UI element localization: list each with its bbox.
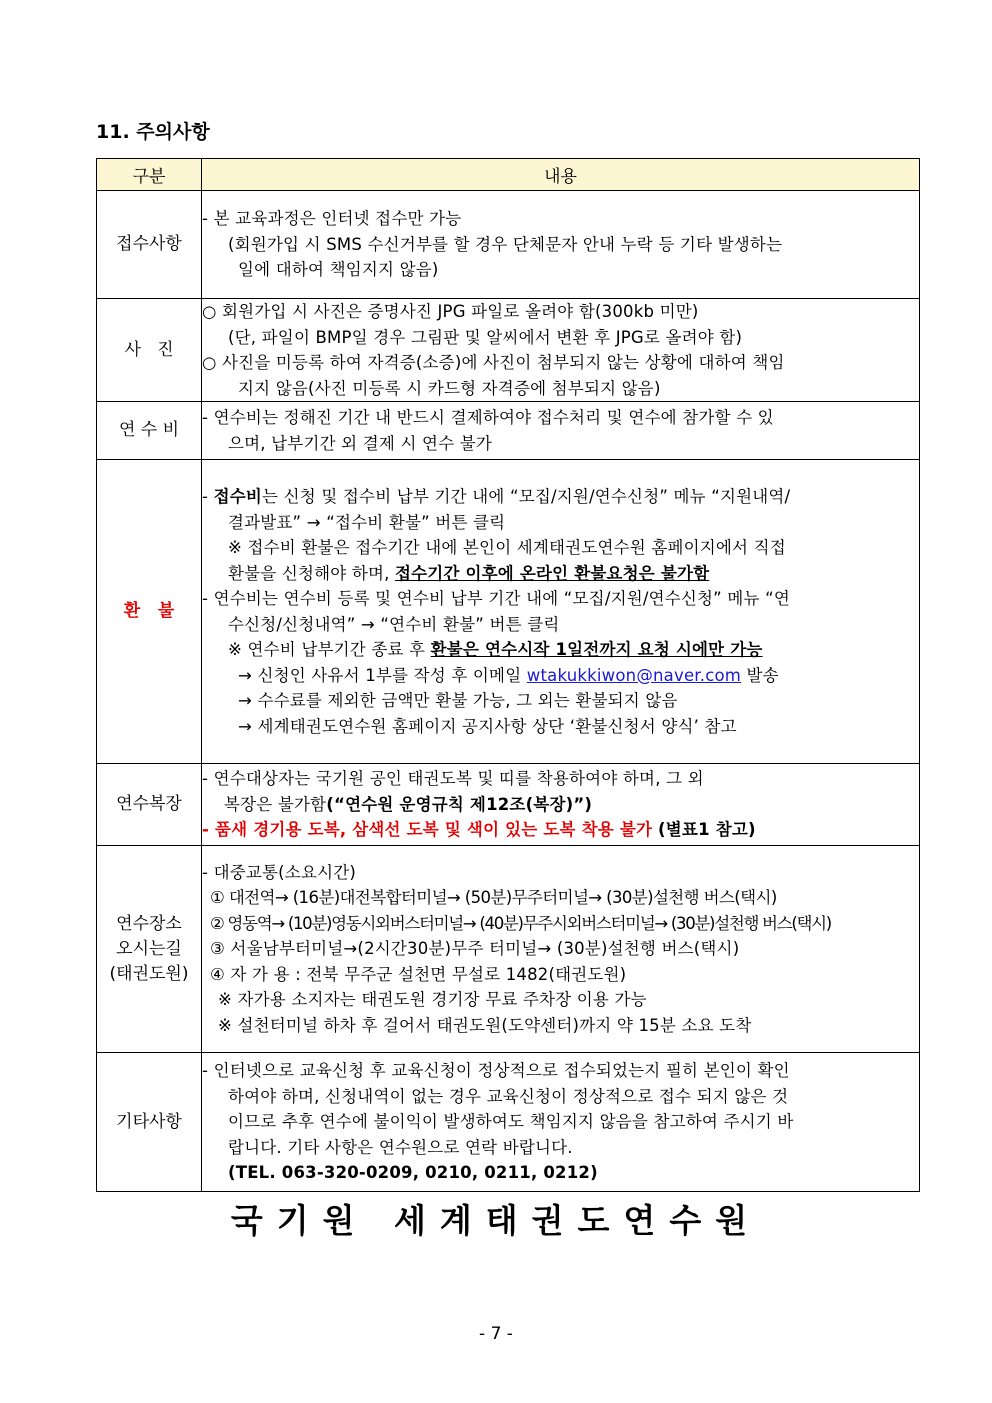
text-line: ② 영동역→ (10분)영동시외버스터미널→ (40분)무주시외버스터미널→ (30분)설천행 버스(택시) (210, 913, 831, 933)
text-line: (회원가입 시 SMS 수신거부를 할 경우 단체문자 안내 누락 등 기타 발생하는 (228, 234, 783, 254)
text-line (202, 663, 919, 689)
text-line (202, 817, 919, 843)
header-category: 구분 (97, 159, 202, 191)
warning-text: - 품새 경기용 도복, 삼색선 도복 및 색이 있는 도복 착용 불가 (202, 820, 653, 840)
label-line: 연수장소 (116, 913, 182, 934)
label-line: (태권도원) (109, 963, 189, 984)
bold-underline-text: 접수기간 이후에 온라인 환불요청은 불가함 (395, 563, 710, 583)
text-line: ③ 서울남부터미널→(2시간30분)무주 터미널→ (30분)설천행 버스(택시) (210, 939, 740, 959)
text-line: 결과발표” → “접수비 환불” 버튼 클릭 (228, 512, 506, 532)
text-span: ※ 연수비 납부기간 종료 후 (228, 640, 431, 659)
text-line: ④ 자 가 용 : 전북 무주군 설천면 무설로 1482(태권도원) (210, 964, 627, 984)
text-line (202, 561, 919, 587)
text-span: - (202, 487, 214, 506)
row-content-other (202, 1053, 920, 1192)
table-row-uniform (97, 764, 920, 846)
row-label-other: 기타사항 (97, 1053, 202, 1192)
label-line: 오시는길 (116, 938, 182, 959)
table-row-directions (97, 846, 920, 1053)
text-line: → 수수료를 제외한 금액만 환불 가능, 그 외는 환불되지 않음 (238, 691, 678, 710)
row-label-uniform: 연수복장 (97, 764, 202, 846)
notice-table (96, 158, 920, 1192)
text-line: ○ 사진을 미등록 하여 자격증(소증)에 사진이 첨부되지 않는 상황에 대하여 책임 (202, 353, 785, 372)
text-span: 환불을 신청해야 하며, (228, 563, 396, 583)
text-line: 하여야 하며, 신청내역이 없는 경우 교육신청이 정상적으로 접수 되지 않은 것 (228, 1086, 789, 1106)
row-content-uniform (202, 764, 920, 846)
text-line: ※ 접수비 환불은 접수기간 내에 본인이 세계태권도연수원 홈페이지에서 직접 (228, 538, 786, 557)
text-line: ① 대전역→ (16분)대전복합터미널→ (50분)무주터미널→ (30분)설천행 버스(택시) (210, 888, 777, 908)
row-label-refund: 환 불 (97, 460, 202, 764)
bold-text: 접수비 (213, 487, 263, 506)
email-link[interactable]: wtakukkiwon@naver.com (526, 665, 742, 685)
text-span: 발송 (741, 665, 779, 685)
organization-title: 국기원 세계태권도연수원 (230, 1201, 762, 1240)
text-line: 일에 대하여 책임지지 않음) (238, 260, 439, 280)
row-label-reception: 접수사항 (97, 191, 202, 299)
text-span: 복장은 불가함 (224, 794, 327, 814)
text-line: (단, 파일이 BMP일 경우 그림판 및 알씨에서 변환 후 JPG로 올려야 함) (228, 327, 743, 347)
text-span: → 신청인 사유서 1부를 작성 후 이메일 (238, 665, 527, 685)
text-line: - 대중교통(소요시간) (202, 862, 356, 882)
table-row-other (97, 1053, 920, 1192)
row-label-photo: 사 진 (97, 299, 202, 402)
table-row-photo (97, 299, 920, 402)
text-line: - 연수대상자는 국기원 공인 태권도복 및 띠를 착용하여야 하며, 그 외 (202, 769, 704, 789)
text-line: 수신청/신청내역” → “연수비 환불” 버튼 클릭 (228, 614, 560, 634)
text-line: ○ 회원가입 시 사진은 증명사진 JPG 파일로 올려야 함(300kb 미만) (202, 302, 699, 321)
row-content-fee (202, 402, 920, 460)
bold-underline-text: 환불은 연수시작 1일전까지 요청 시에만 가능 (430, 640, 763, 659)
table-header-row (97, 159, 920, 191)
section-title: 11. 주의사항 (96, 121, 210, 143)
row-content-directions (202, 846, 920, 1053)
text-line (202, 792, 919, 818)
table-row-reception (97, 191, 920, 299)
text-line (202, 484, 919, 510)
row-label-directions (97, 846, 202, 1053)
table-row-refund (97, 460, 920, 764)
bold-text: (“연수원 운영규칙 제12조(복장)”) (326, 794, 593, 814)
contact-phone: (TEL. 063-320-0209, 0210, 0211, 0212) (228, 1163, 598, 1183)
row-content-refund (202, 460, 920, 764)
text-span: 는 신청 및 접수비 납부 기간 내에 “모집/지원/연수신청” 메뉴 “지원내역/ (262, 487, 791, 506)
text-line: 으며, 납부기간 외 결제 시 연수 불가 (228, 433, 493, 453)
text-line: 이므로 추후 연수에 불이익이 발생하여도 책임지지 않음을 참고하여 주시기 바 (228, 1112, 794, 1132)
text-line (202, 637, 919, 663)
text-line: 랍니다. 기타 사항은 연수원으로 연락 바랍니다. (228, 1137, 573, 1157)
text-line: 지지 않음(사진 미등록 시 카드형 자격증에 첨부되지 않음) (238, 378, 661, 398)
row-content-photo (202, 299, 920, 402)
text-line: - 연수비는 정해진 기간 내 반드시 결제하여야 접수처리 및 연수에 참가할 수 있 (202, 408, 774, 427)
text-line: ※ 설천터미널 하차 후 걸어서 태권도원(도약센터)까지 약 15분 소요 도착 (218, 1015, 752, 1035)
text-line: - 연수비는 연수비 등록 및 연수비 납부 기간 내에 “모집/지원/연수신청” 메뉴 “연 (202, 589, 790, 608)
row-content-reception (202, 191, 920, 299)
header-content: 내용 (202, 159, 920, 191)
text-line: - 인터넷으로 교육신청 후 교육신청이 정상적으로 접수되었는지 필히 본인이 확인 (202, 1061, 790, 1081)
bold-text: (별표1 참고) (652, 820, 756, 840)
row-label-fee: 연 수 비 (97, 402, 202, 460)
text-line: → 세계태권도연수원 홈페이지 공지사항 상단 ‘환불신청서 양식’ 참고 (238, 716, 737, 736)
table-row-fee (97, 402, 920, 460)
text-line: ※ 자가용 소지자는 태권도원 경기장 무료 주차장 이용 가능 (218, 990, 647, 1010)
text-line: - 본 교육과정은 인터넷 접수만 가능 (202, 209, 462, 229)
page-number: - 7 - (479, 1324, 513, 1344)
